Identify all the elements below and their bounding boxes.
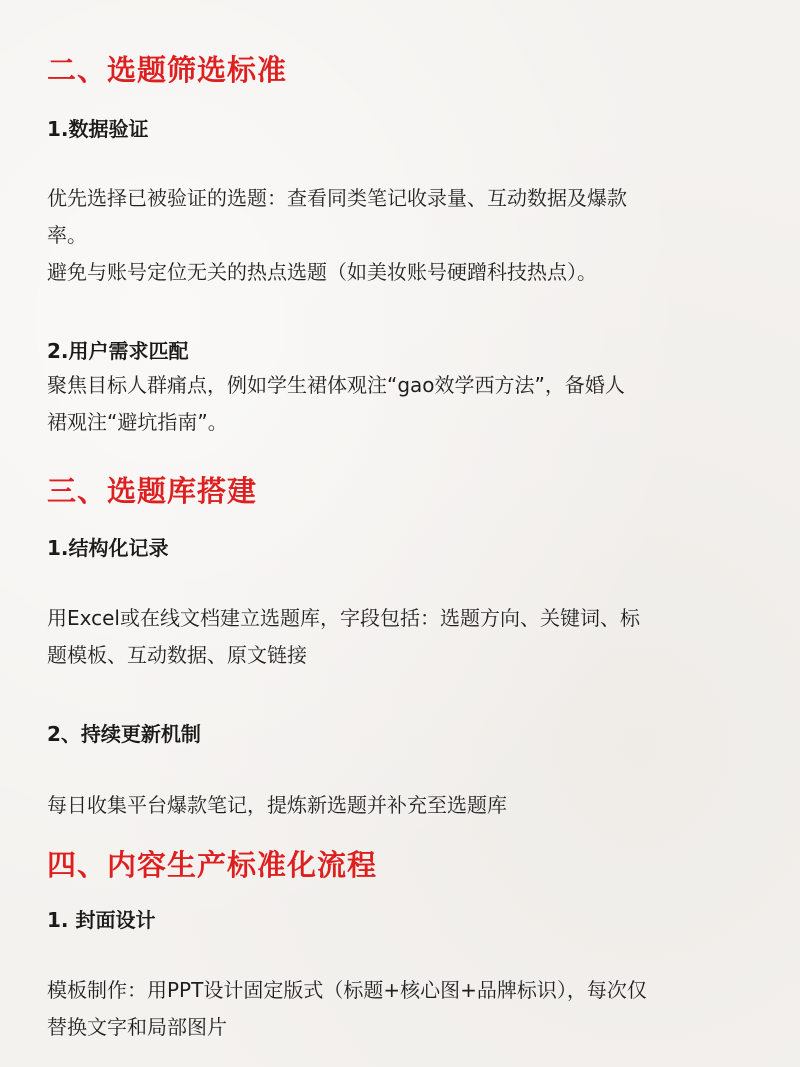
text-line: 每日收集平台爆款笔记，提炼新选题并补充至选题库 — [47, 793, 507, 817]
text-line: 率。 — [47, 223, 87, 247]
text-line: 裙观注“避坑指南”。 — [47, 410, 228, 434]
text-line: 优先选择已被验证的选题：查看同类笔记收录量、互动数据及爆款 — [47, 186, 627, 210]
text-line: 聚焦目标人群痛点，例如学生裙体观注“gao效学西方法”，备婚人 — [47, 373, 625, 397]
subheading-data-validation: 1.数据验证 — [47, 117, 149, 141]
paragraph-cover-design — [47, 972, 762, 1046]
paragraph-structured-record — [47, 600, 762, 674]
text-line: 避免与账号定位无关的热点选题（如美妆账号硬蹭科技热点）。 — [47, 260, 597, 284]
section-heading-selection-criteria: 二、选题筛选标准 — [47, 53, 288, 87]
subheading-user-needs: 2.用户需求匹配 — [47, 339, 189, 363]
text-line: 用Excel或在线文档建立选题库，字段包括：选题方向、关键词、标 — [47, 606, 640, 630]
section-heading-content-production: 四、内容生产标准化流程 — [47, 848, 378, 882]
section-heading-topic-library: 三、选题库搭建 — [47, 474, 258, 508]
text-line: 替换文字和局部图片 — [47, 1015, 227, 1039]
text-line: 模板制作：用PPT设计固定版式（标题+核心图+品牌标识），每次仅 — [47, 978, 647, 1002]
subheading-cover-design: 1. 封面设计 — [47, 908, 156, 932]
subheading-continuous-update: 2、持续更新机制 — [47, 722, 201, 746]
paragraph-user-needs — [47, 367, 762, 441]
text-line: 题模板、互动数据、原文链接 — [47, 643, 307, 667]
paragraph-data-validation — [47, 180, 762, 291]
paragraph-continuous-update — [47, 787, 762, 824]
subheading-structured-record: 1.结构化记录 — [47, 536, 169, 560]
